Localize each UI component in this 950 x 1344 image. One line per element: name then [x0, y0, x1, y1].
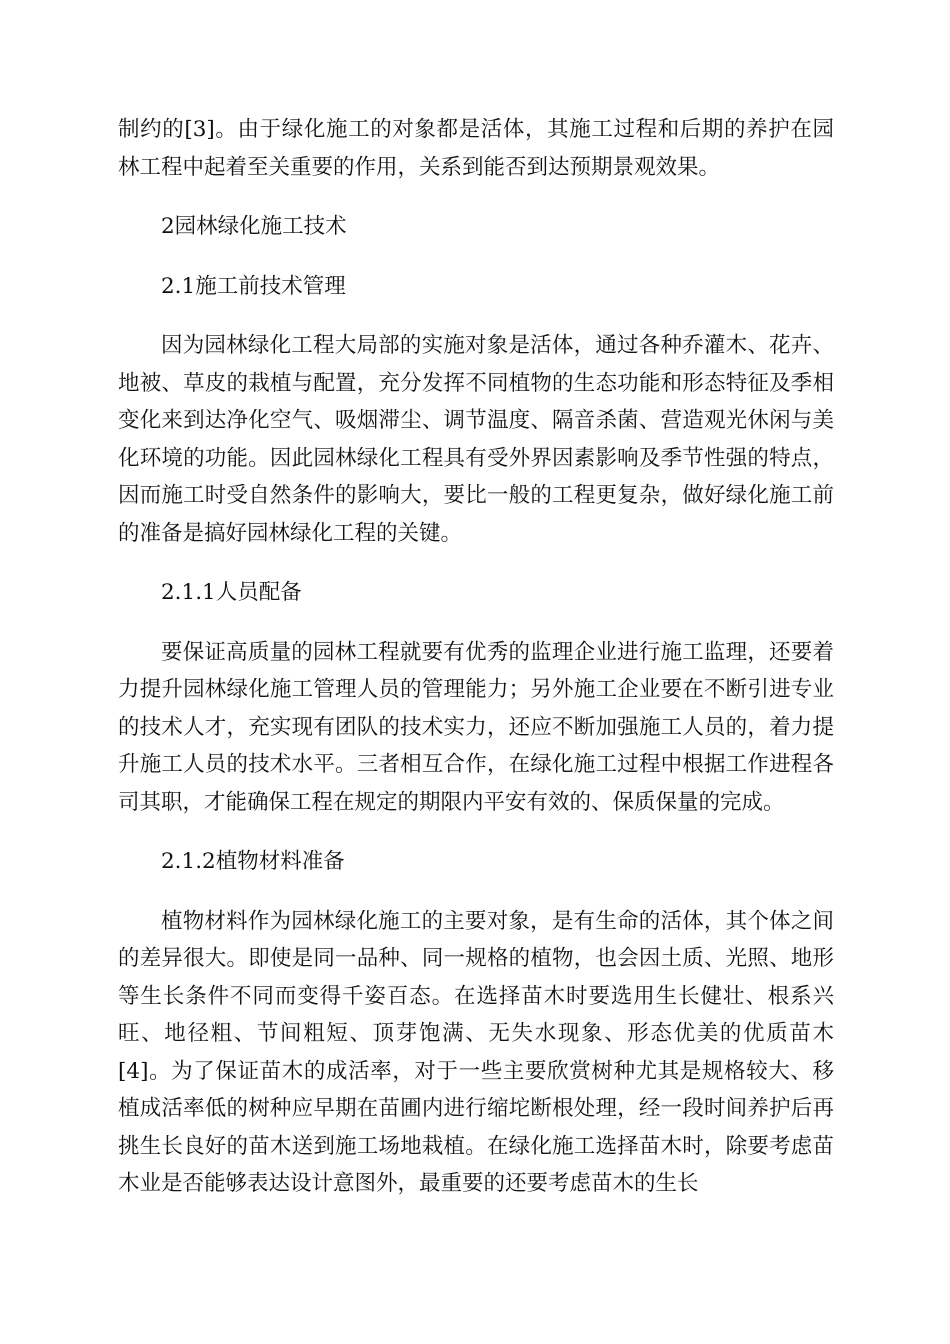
paragraph-continuation: 制约的[3]。由于绿化施工的对象都是活体，其施工过程和后期的养护在园林工程中起着至关重要的作用，关系到能否到达预期景观效果。 — [118, 117, 834, 180]
paragraph: 要保证高质量的园林工程就要有优秀的监理企业进行施工监理，还要着力提升园林绿化施工管理人员的管理能力；另外施工企业要在不断引进专业的技术人才，充实现有团队的技术实力，还应不断加强施工人员的，着力提升施工人员的技术水平。三者相互合作，在绿化施工过程中根据工作进程各司其职，才能确保工程在规定的期限内平安有效的、保质保量的完成。 — [118, 639, 834, 815]
paragraph: 植物材料作为园林绿化施工的主要对象，是有生命的活体，其个体之间的差异很大。即使是同一品种、同一规格的植物，也会因土质、光照、地形等生长条件不同而变得千姿百态。在选择苗木时要选用生长健壮、根系兴旺、地径粗、节间粗短、顶芽饱满、无失水现象、形态优美的优质苗木[4]。为了保证苗木的成活率，对于一些主要欣赏树种尤其是规格较大、移植成活率低的树种应早期在苗圃内进行缩坨断根处理，经一段时间养护后再挑生长良好的苗木送到施工场地栽植。在绿化施工选择苗木时，除要考虑苗木业是否能够表达设计意图外，最重要的还要考虑苗木的生长 — [118, 908, 834, 1196]
paragraph: 因为园林绿化工程大局部的实施对象是活体，通过各种乔灌木、花卉、地被、草皮的栽植与配置，充分发挥不同植物的生态功能和形态特征及季相变化来到达净化空气、吸烟滞尘、调节温度、隔音杀菌、营造观光休闲与美化环境的功能。因此园林绿化工程具有受外界因素影响及季节性强的特点，因而施工时受自然条件的影响大，要比一般的工程更复杂，做好绿化施工前的准备是搞好园林绿化工程的关键。 — [118, 333, 834, 546]
subsubsection-heading: 2.1.2植物材料准备 — [161, 849, 345, 874]
section-heading: 2园林绿化施工技术 — [161, 214, 347, 239]
subsubsection-heading: 2.1.1人员配备 — [161, 580, 302, 605]
document-page — [118, 111, 834, 1203]
subsection-heading: 2.1施工前技术管理 — [161, 273, 346, 299]
